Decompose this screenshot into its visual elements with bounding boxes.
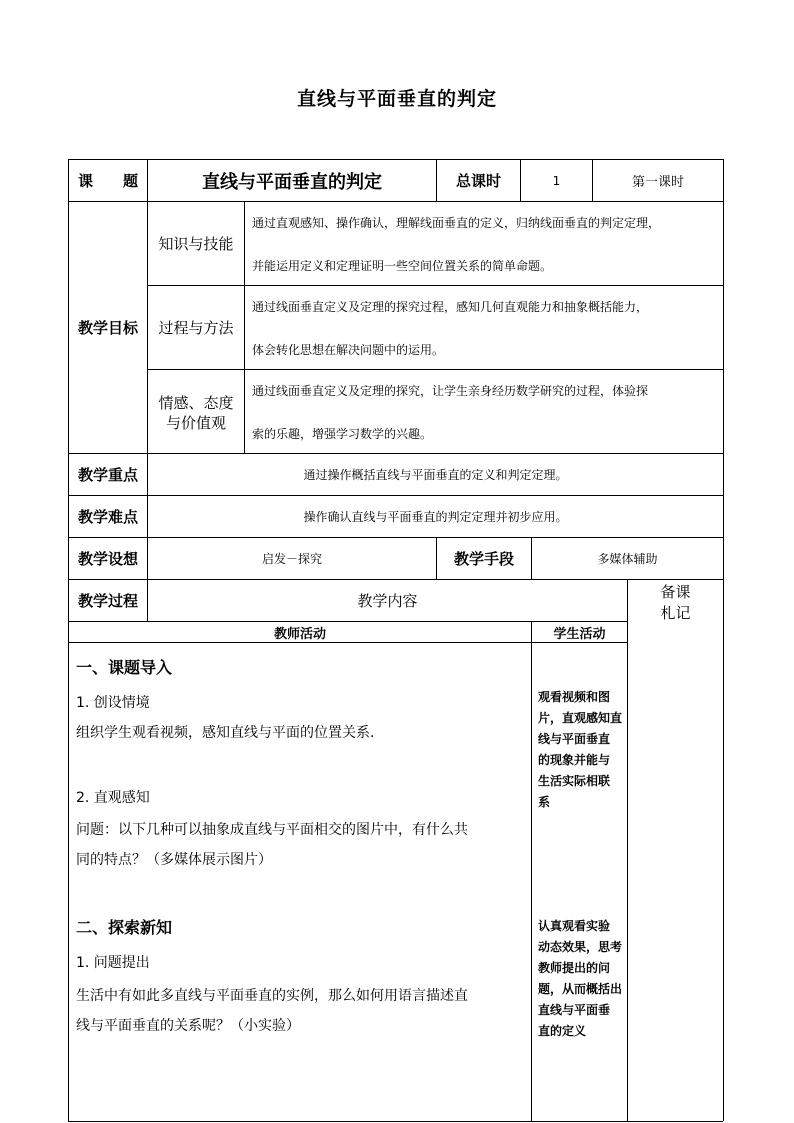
total-hours-label: 总课时 (455, 172, 501, 190)
section-2-item-1-text-line2: 线与平面垂直的关系呢？（小实验） (76, 1018, 300, 1034)
difficulty-value: 操作确认直线与平面垂直的判定定理并初步应用。 (303, 510, 568, 524)
student-activity-line: 题，从而概括出 (538, 982, 623, 996)
objectives-label: 教学目标 (77, 319, 138, 337)
objective-knowledge-text-line1: 通过直观感知、操作确认，理解线面垂直的定义，归纳线面垂直的判定定理， (252, 216, 661, 230)
student-activity-line: 生活实际相联 (538, 774, 611, 788)
notes-label-line1: 备课 (660, 583, 691, 601)
topic-label: 课 题 (77, 172, 138, 190)
lesson-label: 第一课时 (631, 175, 684, 190)
section-2-item-1: 1. 问题提出 (76, 955, 150, 971)
objective-process-text-line1: 通过线面垂直定义及定理的探究过程，感知几何直观能力和抽象概括能力， (252, 300, 649, 314)
student-activity-line: 观看视频和图 (538, 690, 611, 704)
design-value: 启发－探究 (261, 552, 322, 566)
student-activity-line: 认真观看实验 (538, 919, 611, 933)
objective-emotion-text-line1: 通过线面垂直定义及定理的探究，让学生亲身经历数学研究的过程，体验探 (252, 384, 649, 398)
section-1-item-1-text: 组织学生观看视频，感知直线与平面的位置关系. (76, 725, 375, 741)
student-activity-line: 教师提出的问 (538, 961, 611, 975)
student-activity-line: 片，直观感知直 (538, 711, 623, 725)
content-label: 教学内容 (357, 592, 418, 610)
objective-process-label: 过程与方法 (158, 319, 234, 337)
key-point-label: 教学重点 (77, 466, 138, 484)
topic-value: 直线与平面垂直的判定 (202, 171, 382, 193)
notes-label-line2: 札记 (660, 604, 691, 622)
teacher-activity-header: 教师活动 (273, 626, 326, 642)
process-label: 教学过程 (77, 592, 138, 610)
objective-process-text-line2: 体会转化思想在解决问题中的运用。 (252, 343, 445, 357)
objective-knowledge-label: 知识与技能 (158, 235, 234, 253)
section-2-title: 二、探索新知 (76, 918, 173, 937)
means-label: 教学手段 (453, 550, 514, 568)
student-activity-line: 线与平面垂直 (538, 732, 611, 746)
student-activity-line: 直的定义 (538, 1024, 587, 1038)
objective-emotion-text-line2: 索的乐趣，增强学习数学的兴趣。 (252, 427, 433, 441)
student-activity-header: 学生活动 (553, 626, 606, 642)
design-label: 教学设想 (77, 550, 138, 568)
section-1-item-2: 2. 直观感知 (76, 790, 150, 806)
section-1-item-1: 1. 创设情境 (76, 695, 150, 711)
student-activity-line: 动态效果，思考 (538, 940, 623, 954)
key-point-value: 通过操作概括直线与平面垂直的定义和判定定理。 (303, 468, 568, 482)
section-2-item-1-text-line1: 生活中有如此多直线与平面垂直的实例，那么如何用语言描述直 (76, 988, 468, 1004)
student-activity-line: 系 (538, 795, 551, 809)
student-activity-line: 直线与平面垂 (538, 1003, 611, 1017)
objective-emotion-label-line1: 情感、态度 (158, 394, 234, 412)
total-hours-value: 1 (552, 173, 561, 188)
student-activity-line: 的现象并能与 (538, 753, 611, 767)
section-1-item-2-text-line1: 问题：以下几种可以抽象成直线与平面相交的图片中，有什么共 (76, 822, 468, 838)
objective-knowledge-text-line2: 并能运用定义和定理证明一些空间位置关系的简单命题。 (252, 259, 553, 273)
document-title: 直线与平面垂直的判定 (296, 88, 497, 110)
means-value: 多媒体辅助 (597, 552, 658, 566)
section-1-title: 一、课题导入 (76, 658, 173, 677)
difficulty-label: 教学难点 (77, 508, 138, 526)
section-1-item-2-text-line2: 同的特点？（多媒体展示图片） (76, 852, 272, 868)
objective-emotion-label-line2: 与价值观 (165, 414, 226, 432)
